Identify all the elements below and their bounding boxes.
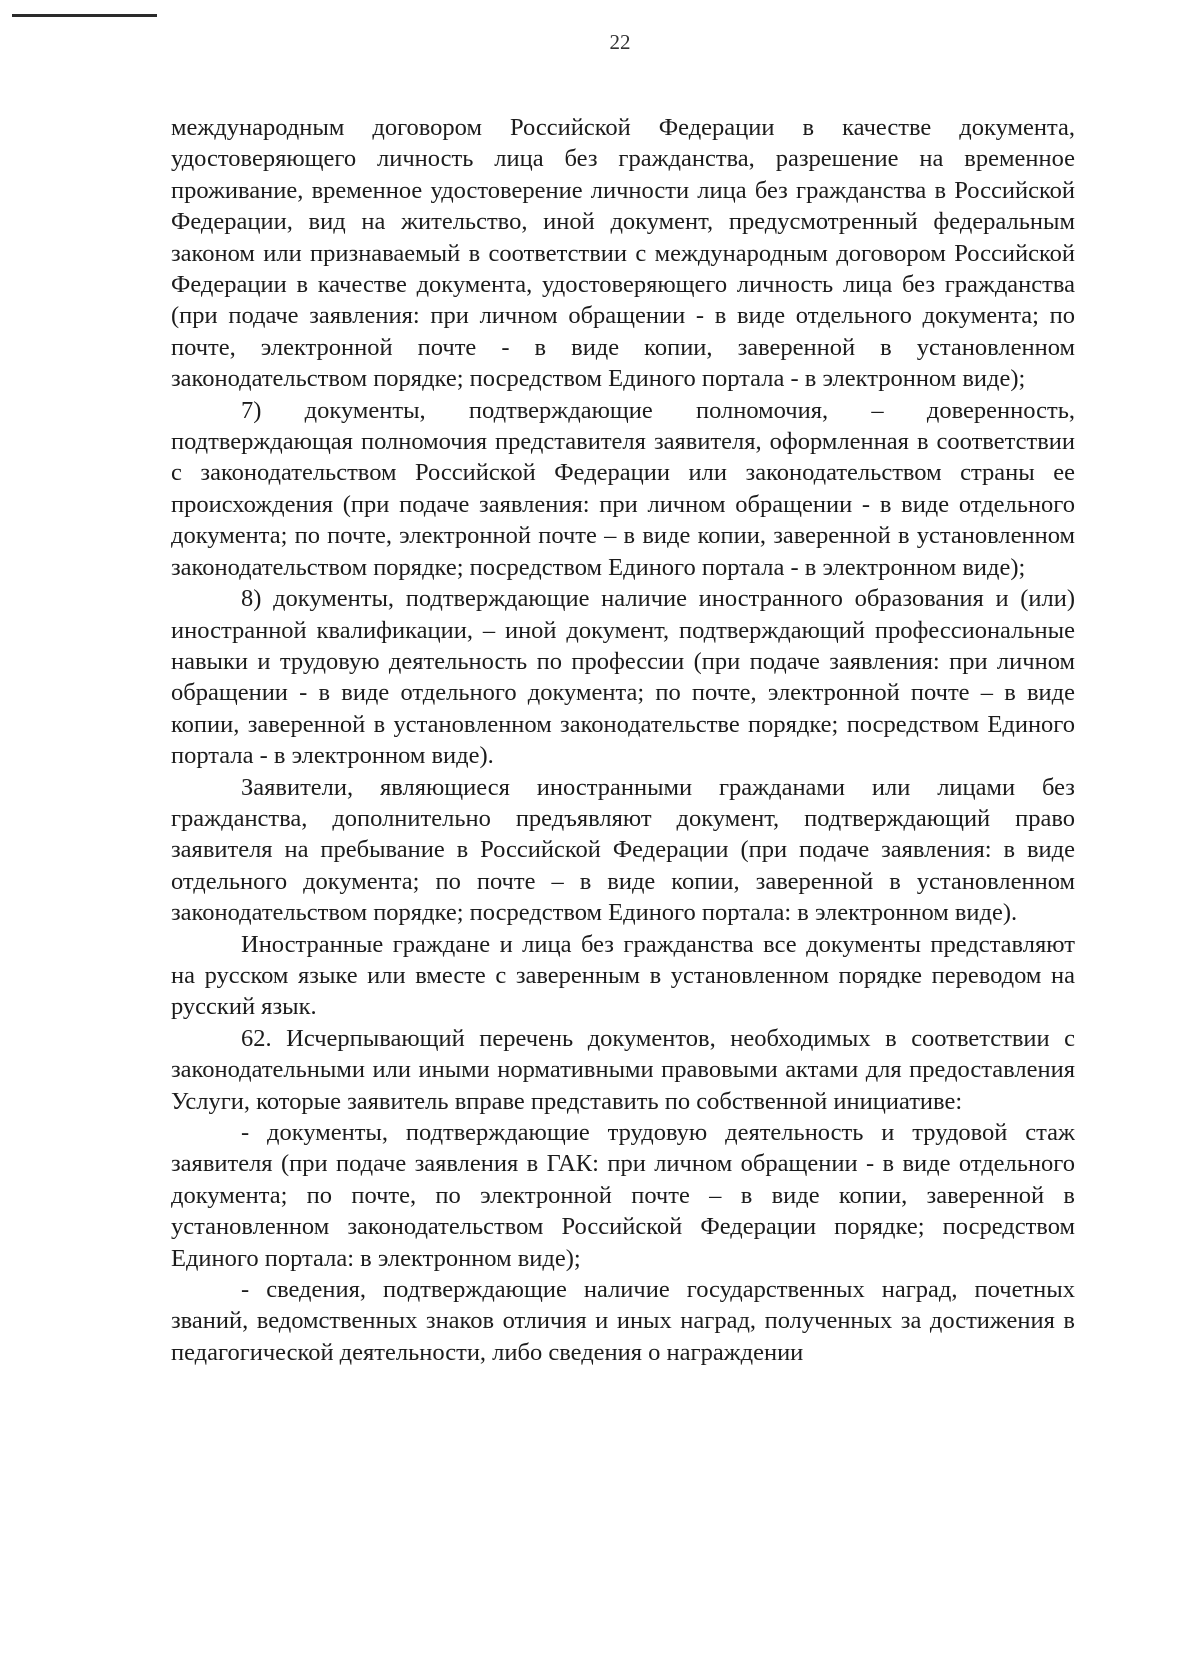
list-item-work-experience: - документы, подтверждающие трудовую деятельность и трудовой стаж заявителя (при подаче заявления в ГАК: при личном обращении - в виде отдельного документа; по почте, по электронной почте – в виде копии, заверенной в установленном законодательством Российской Федерации порядке; посредством Единого портала: в электронном виде); [171, 1119, 1075, 1272]
paragraph-translation-requirement: Иностранные граждане и лица без гражданства все документы представляют на русском языке или вместе с заверенным в установленном порядке переводом на русский язык. [171, 930, 1075, 1021]
paragraph-item-7: 7) документы, подтверждающие полномочия, – доверенность, подтверждающая полномочия представителя заявителя, оформленная в соответствии с законодательством Российской Федерации или законодательством страны ее происхождения (при подаче заявления: при личном обращении - в виде отдельного документа; по почте, электронной почте – в виде копии, заверенной в установленном законодательством порядке; посредством Единого портала - в электронном виде); [171, 396, 1075, 581]
paragraph-foreign-applicants: Заявители, являющиеся иностранными гражданами или лицами без гражданства, дополнительно предъявляют документ, подтверждающий право заявителя на пребывание в Российской Федерации (при подаче заявления: в виде отдельного документа; по почте – в виде копии, заверенной в установленном законодательством порядке; посредством Единого портала: в электронном виде). [171, 773, 1075, 927]
list-item-awards: - сведения, подтверждающие наличие государственных наград, почетных званий, ведомственных знаков отличия и иных наград, полученных за достижения в педагогической деятельности, либо сведения о награждении [171, 1276, 1075, 1366]
page-number: 22 [609, 30, 631, 54]
scan-edge-mark [12, 14, 157, 17]
paragraph-item-8: 8) документы, подтверждающие наличие иностранного образования и (или) иностранной квалификации, – иной документ, подтверждающий профессиональные навыки и трудовую деятельность по профессии (при подаче заявления: при личном обращении - в виде отдельного документа; по почте, электронной почте – в виде копии, заверенной в установленном законодательстве порядке; посредством Единого портала - в электронном виде). [171, 585, 1075, 770]
paragraph-section-62: 62. Исчерпывающий перечень документов, необходимых в соответствии с законодательными или иными нормативными правовыми актами для предоставления Услуги, которые заявитель вправе представить по собственной инициативе: [171, 1024, 1075, 1115]
paragraph-continuation: международным договором Российской Федерации в качестве документа, удостоверяющего личность лица без гражданства, разрешение на временное проживание, временное удостоверение личности лица без гражданства в Российской Федерации, вид на жительство, иной документ, предусмотренный федеральным законом или признаваемый в соответствии с международным договором Российской Федерации в качестве документа, удостоверяющего личность лица без гражданства (при подаче заявления: при личном обращении - в виде отдельного документа; по почте, электронной почте - в виде копии, заверенной в установленном законодательством порядке; посредством Единого портала - в электронном виде); [171, 114, 1075, 393]
document-body [171, 112, 1075, 1368]
